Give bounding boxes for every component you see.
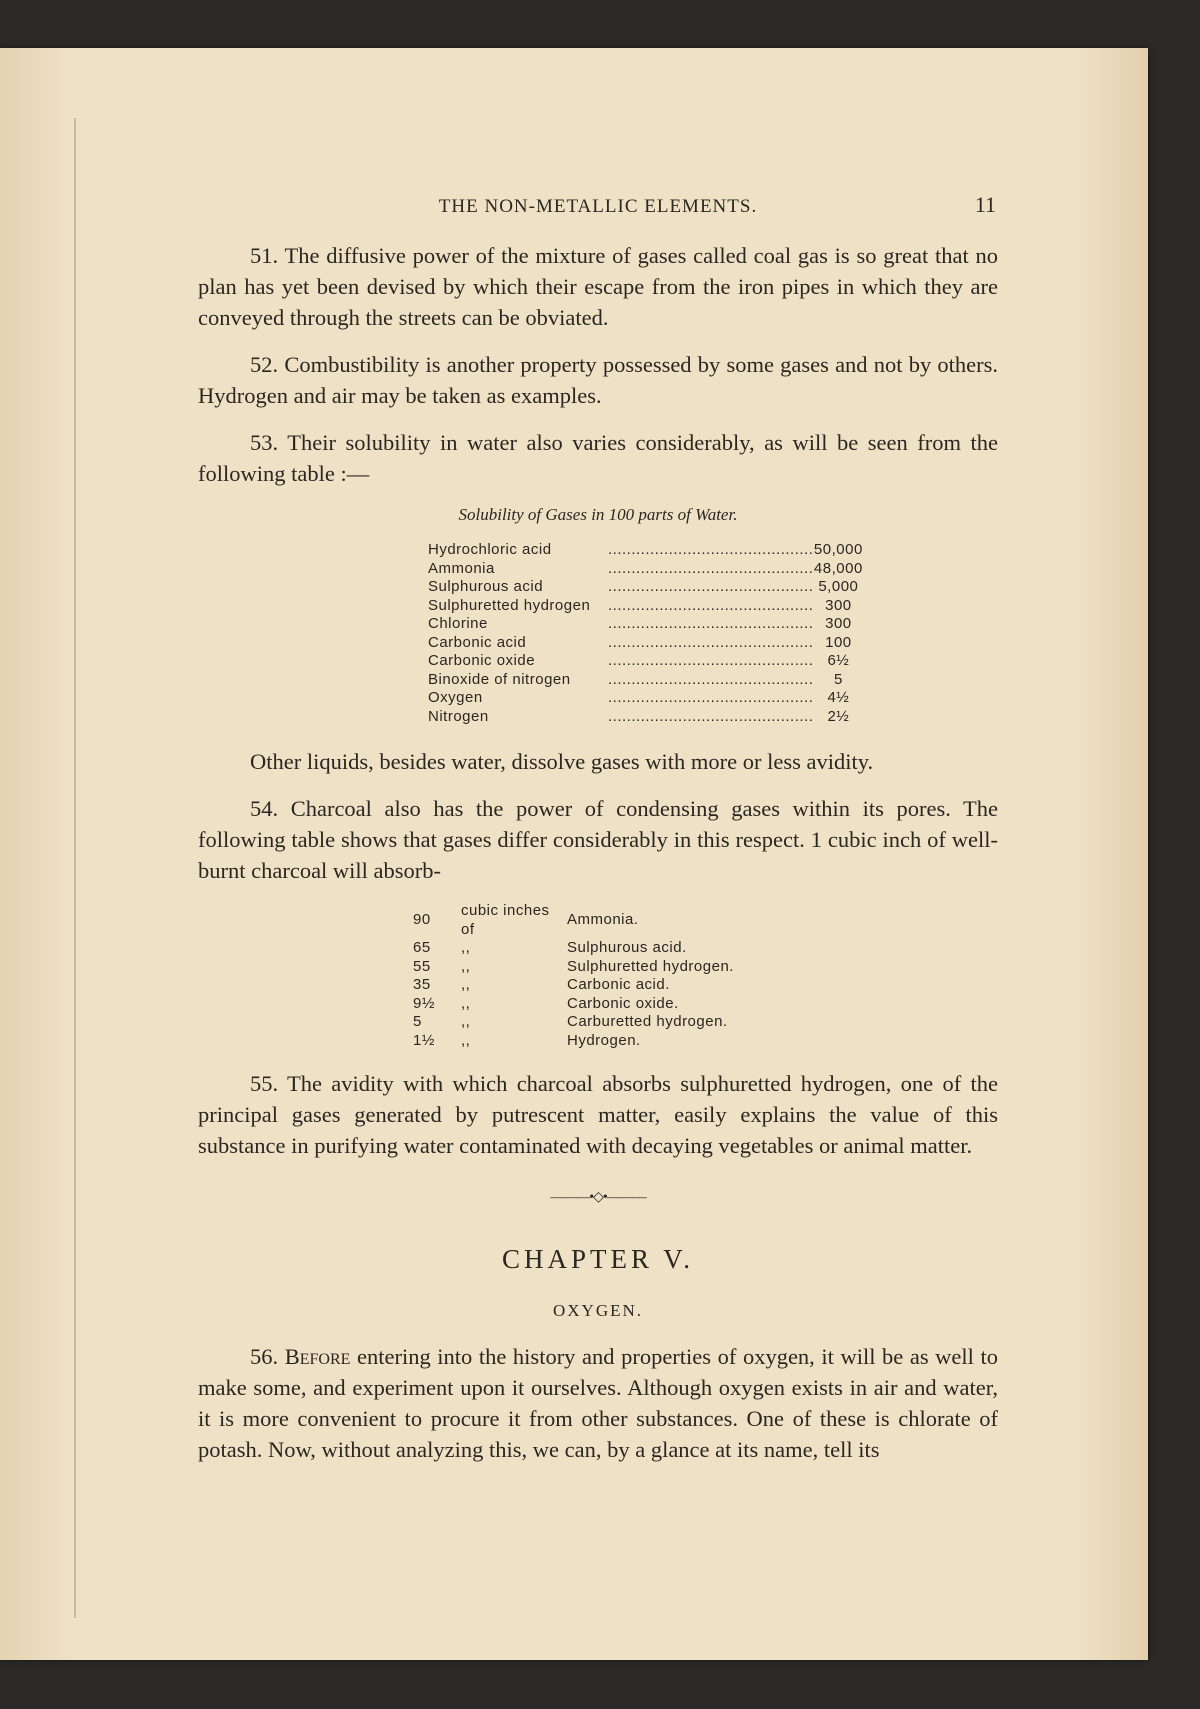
leader-dots: ............................................ xyxy=(608,689,814,706)
leader-dots: ............................................ xyxy=(608,707,814,725)
solubility-value: 50,000 xyxy=(813,541,863,558)
charcoal-unit: ,, xyxy=(461,1013,471,1030)
charcoal-gas: Ammonia. xyxy=(567,911,639,929)
solubility-row xyxy=(428,689,863,708)
solubility-row xyxy=(428,541,863,560)
solubility-value: 5 xyxy=(833,670,843,688)
solubility-gas: Sulphuretted hydrogen xyxy=(428,596,591,614)
paragraph-56-text: entering into the history and properties of oxygen, it will be as well to make some, and experiment upon it ourselves. Although oxygen exists in air and water, it is more convenient to procure it from other substances. One of these is chlorate of potash. Now, without analyzing this, we can, by a glance at its name, tell its xyxy=(198,1344,999,1462)
charcoal-gas: Hydrogen. xyxy=(567,1031,641,1049)
charcoal-unit: ,, xyxy=(461,976,471,993)
solubility-row xyxy=(428,634,863,653)
solubility-gas: Nitrogen xyxy=(428,707,489,725)
solubility-gas: Binoxide of nitrogen xyxy=(428,670,571,688)
charcoal-unit: ,, xyxy=(461,1031,471,1049)
paragraph-52: 52. Combustibility is another property possessed by some gases and not by others. Hydrogen and air may be taken as examples. xyxy=(198,352,998,408)
charcoal-gas: Sulphuretted hydrogen. xyxy=(567,957,734,975)
charcoal-amount: 9½ xyxy=(413,994,435,1012)
solubility-value: 6½ xyxy=(827,652,850,669)
charcoal-amount: 5 xyxy=(413,1013,422,1030)
page-gutter xyxy=(74,118,84,1618)
body-text xyxy=(198,240,998,1481)
solubility-value: 2½ xyxy=(827,707,850,725)
leader-dots: ............................................ xyxy=(608,615,814,632)
solubility-row xyxy=(428,560,863,579)
page-number: 11 xyxy=(974,192,996,217)
book-page xyxy=(0,48,1148,1660)
charcoal-unit: cubic inches of xyxy=(461,902,550,938)
leader-dots: ............................................ xyxy=(608,633,814,651)
solubility-row xyxy=(428,652,863,671)
charcoal-row xyxy=(413,1032,734,1051)
solubility-gas: Sulphurous acid xyxy=(428,578,544,595)
charcoal-row xyxy=(413,1013,734,1032)
solubility-row xyxy=(428,578,863,597)
charcoal-amount: 65 xyxy=(413,939,431,956)
solubility-gas: Carbonic oxide xyxy=(428,652,536,669)
charcoal-amount: 55 xyxy=(413,957,431,975)
solubility-value: 4½ xyxy=(827,689,850,706)
solubility-value: 300 xyxy=(825,615,852,632)
solubility-table xyxy=(428,541,863,726)
paragraph-51: 51. The diffusive power of the mixture of gases called coal gas is so great that no plan has yet been devised by which their escape from the iron pipes in which they are conveyed through the streets can be obviated. xyxy=(198,243,998,330)
solubility-row xyxy=(428,708,863,727)
solubility-table-caption: Solubility of Gases in 100 parts of Water. xyxy=(458,505,738,524)
solubility-row xyxy=(428,671,863,690)
charcoal-row xyxy=(413,902,734,939)
solubility-gas: Carbonic acid xyxy=(428,633,527,651)
chapter-title: CHAPTER V. xyxy=(501,1244,695,1274)
solubility-gas: Hydrochloric acid xyxy=(428,541,552,558)
paragraph-55: 55. The avidity with which charcoal absorbs sulphuretted hydrogen, one of the principal gases generated by putrescent matter, easily explains the value of this substance in purifying water contaminated with decaying vegetables or animal matter. xyxy=(198,1071,998,1158)
charcoal-amount: 35 xyxy=(413,976,431,993)
leader-dots: ............................................ xyxy=(608,596,814,614)
paragraph-53: 53. Their solubility in water also varies considerably, as will be seen from the following table :— xyxy=(198,430,998,486)
charcoal-gas: Carbonic acid. xyxy=(567,976,670,993)
solubility-gas: Chlorine xyxy=(428,615,488,632)
solubility-row xyxy=(428,597,863,616)
solubility-gas: Oxygen xyxy=(428,689,483,706)
solubility-value: 100 xyxy=(825,633,852,651)
leader-dots: ............................................ xyxy=(608,578,814,595)
charcoal-row xyxy=(413,976,734,995)
charcoal-unit: ,, xyxy=(461,994,471,1012)
charcoal-amount: 90 xyxy=(413,911,431,929)
chapter-subtitle: OXYGEN. xyxy=(552,1301,644,1320)
charcoal-unit: ,, xyxy=(461,957,471,975)
section-ornament: ———•◇•——— xyxy=(550,1190,646,1205)
charcoal-unit: ,, xyxy=(461,939,471,956)
solubility-value: 5,000 xyxy=(818,578,859,595)
charcoal-absorption-table xyxy=(413,902,734,1050)
charcoal-gas: Carbonic oxide. xyxy=(567,994,679,1012)
solubility-row xyxy=(428,615,863,634)
paragraph-56-number: 56. xyxy=(250,1344,285,1369)
solubility-value: 300 xyxy=(825,596,852,614)
page-content xyxy=(198,144,999,1462)
solubility-value: 48,000 xyxy=(813,559,863,577)
leader-dots: ............................................ xyxy=(608,559,814,577)
charcoal-amount: 1½ xyxy=(413,1031,435,1049)
leader-dots: ............................................ xyxy=(608,670,814,688)
charcoal-row xyxy=(413,939,734,958)
running-head-title: THE NON-METALLIC ELEMENTS. xyxy=(438,196,758,217)
charcoal-gas: Carburetted hydrogen. xyxy=(567,1013,728,1030)
charcoal-row xyxy=(413,995,734,1014)
paragraph-54: 54. Charcoal also has the power of condensing gases within its pores. The following table shows that gases differ considerably in this respect. 1 cubic inch of well-burnt charcoal will absorb- xyxy=(198,796,998,883)
paragraph-56 xyxy=(198,1341,998,1465)
leader-dots: ............................................ xyxy=(608,652,814,669)
paragraph-56-lead-word: Before xyxy=(284,1344,351,1369)
running-head xyxy=(198,144,998,217)
charcoal-gas: Sulphurous acid. xyxy=(567,939,687,956)
paragraph-other-liquids: Other liquids, besides water, dissolve gases with more or less avidity. xyxy=(250,749,874,774)
solubility-gas: Ammonia xyxy=(428,559,495,577)
leader-dots: ............................................ xyxy=(608,541,814,558)
charcoal-row xyxy=(413,958,734,977)
